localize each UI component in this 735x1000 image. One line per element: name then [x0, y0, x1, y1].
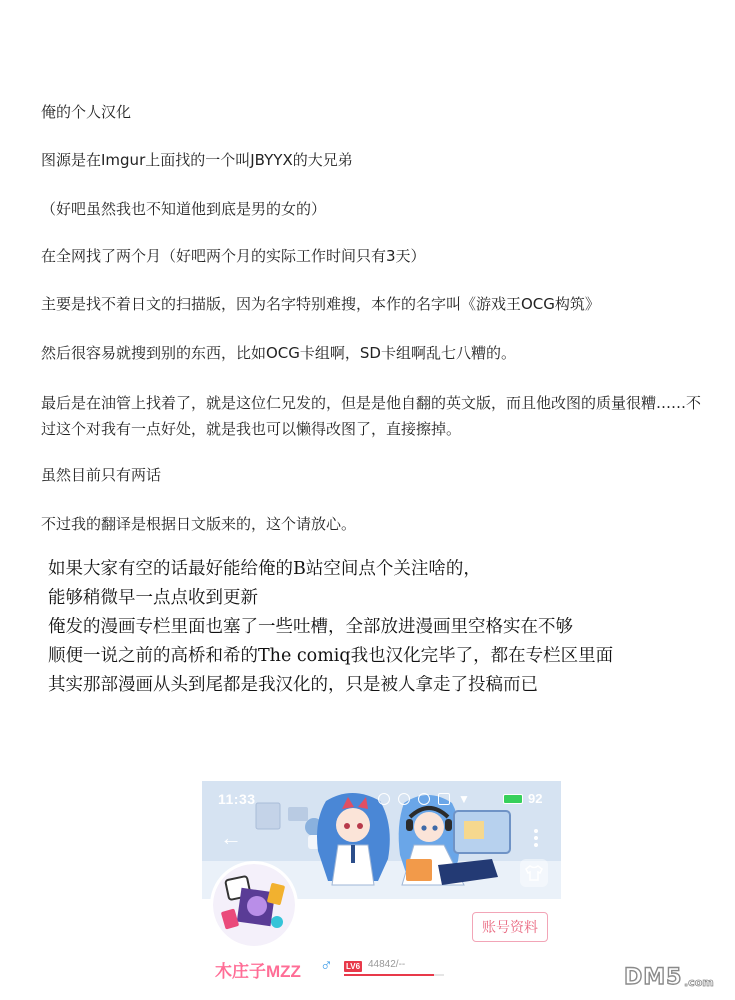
- article-paragraph-8: 虽然目前只有两话: [41, 466, 162, 484]
- article-paragraph-2: 图源是在Imgur上面找的一个叫JBYYX的大兄弟: [41, 151, 353, 169]
- battery-level: 92: [528, 791, 543, 806]
- note-line-1: 如果大家有空的话最好能给俺的B站空间点个关注啥的，: [48, 559, 481, 579]
- battery-icon: [503, 794, 523, 804]
- status-time: 11:33: [218, 791, 256, 807]
- article-paragraph-7: 最后是在油管上找着了，就是这位仁兄发的，但是是他自翻的英文版，而且他改图的质量很糟……不过这个对我有一点好处，就是我也可以懒得改图了，直接擦掉。: [41, 394, 702, 438]
- article-paragraph-3: （好吧虽然我也不知道他到底是男的女的）: [41, 200, 327, 218]
- sim-icon: [438, 793, 450, 805]
- vibrate-icon: [418, 793, 430, 805]
- shirt-icon[interactable]: [520, 859, 548, 887]
- exp-progress-bar: [344, 974, 444, 976]
- svg-text:DM5: DM5: [624, 965, 683, 990]
- avatar-art: [213, 864, 295, 946]
- gender-icon: ♂: [320, 956, 333, 975]
- account-info-button[interactable]: 账号资料: [472, 912, 548, 942]
- status-icons: [378, 792, 470, 806]
- article-paragraph-5: 主要是找不着日文的扫描版，因为名字特别难搜，本作的名字叫《游戏王OCG构筑》: [41, 295, 600, 313]
- mute-icon: [398, 793, 410, 805]
- site-watermark: [622, 962, 722, 992]
- article-paragraph-1: 俺的个人汉化: [41, 103, 132, 121]
- article-paragraph-6: 然后很容易就搜到别的东西，比如OCG卡组啊，SD卡组啊乱七八糟的。: [41, 344, 516, 362]
- back-arrow-icon[interactable]: ←: [220, 825, 242, 850]
- note-line-3: 俺发的漫画专栏里面也塞了一些吐槽，全部放进漫画里空格实在不够: [48, 617, 573, 637]
- wifi-icon: ▼: [458, 792, 470, 806]
- avatar[interactable]: [210, 861, 298, 949]
- translator-note: [48, 555, 698, 700]
- more-icon[interactable]: [534, 829, 538, 847]
- dm5-logo: [622, 962, 722, 992]
- svg-text:.com: .com: [684, 976, 714, 989]
- article-paragraph-9: 不过我的翻译是根据日文版来的，这个请放心。: [41, 515, 357, 533]
- alarm-icon: [378, 793, 390, 805]
- level-badge: LV6: [346, 962, 361, 971]
- exp-progress-fill: [344, 974, 434, 976]
- note-line-4: 顺便一说之前的高桥和希的The comiq我也汉化完毕了，都在专栏区里面: [48, 646, 614, 666]
- status-bar: [202, 791, 561, 809]
- article-paragraph-4: 在全网找了两个月（好吧两个月的实际工作时间只有3天）: [41, 247, 426, 265]
- username: 木庄子MZZ: [215, 962, 301, 981]
- profile-screenshot: [202, 781, 561, 1000]
- note-line-2: 能够稍微早一点点收到更新: [48, 588, 258, 608]
- exp-text: 44842/--: [368, 959, 406, 970]
- note-line-5: 其实那部漫画从头到尾都是我汉化的，只是被人拿走了投稿而已: [48, 675, 538, 695]
